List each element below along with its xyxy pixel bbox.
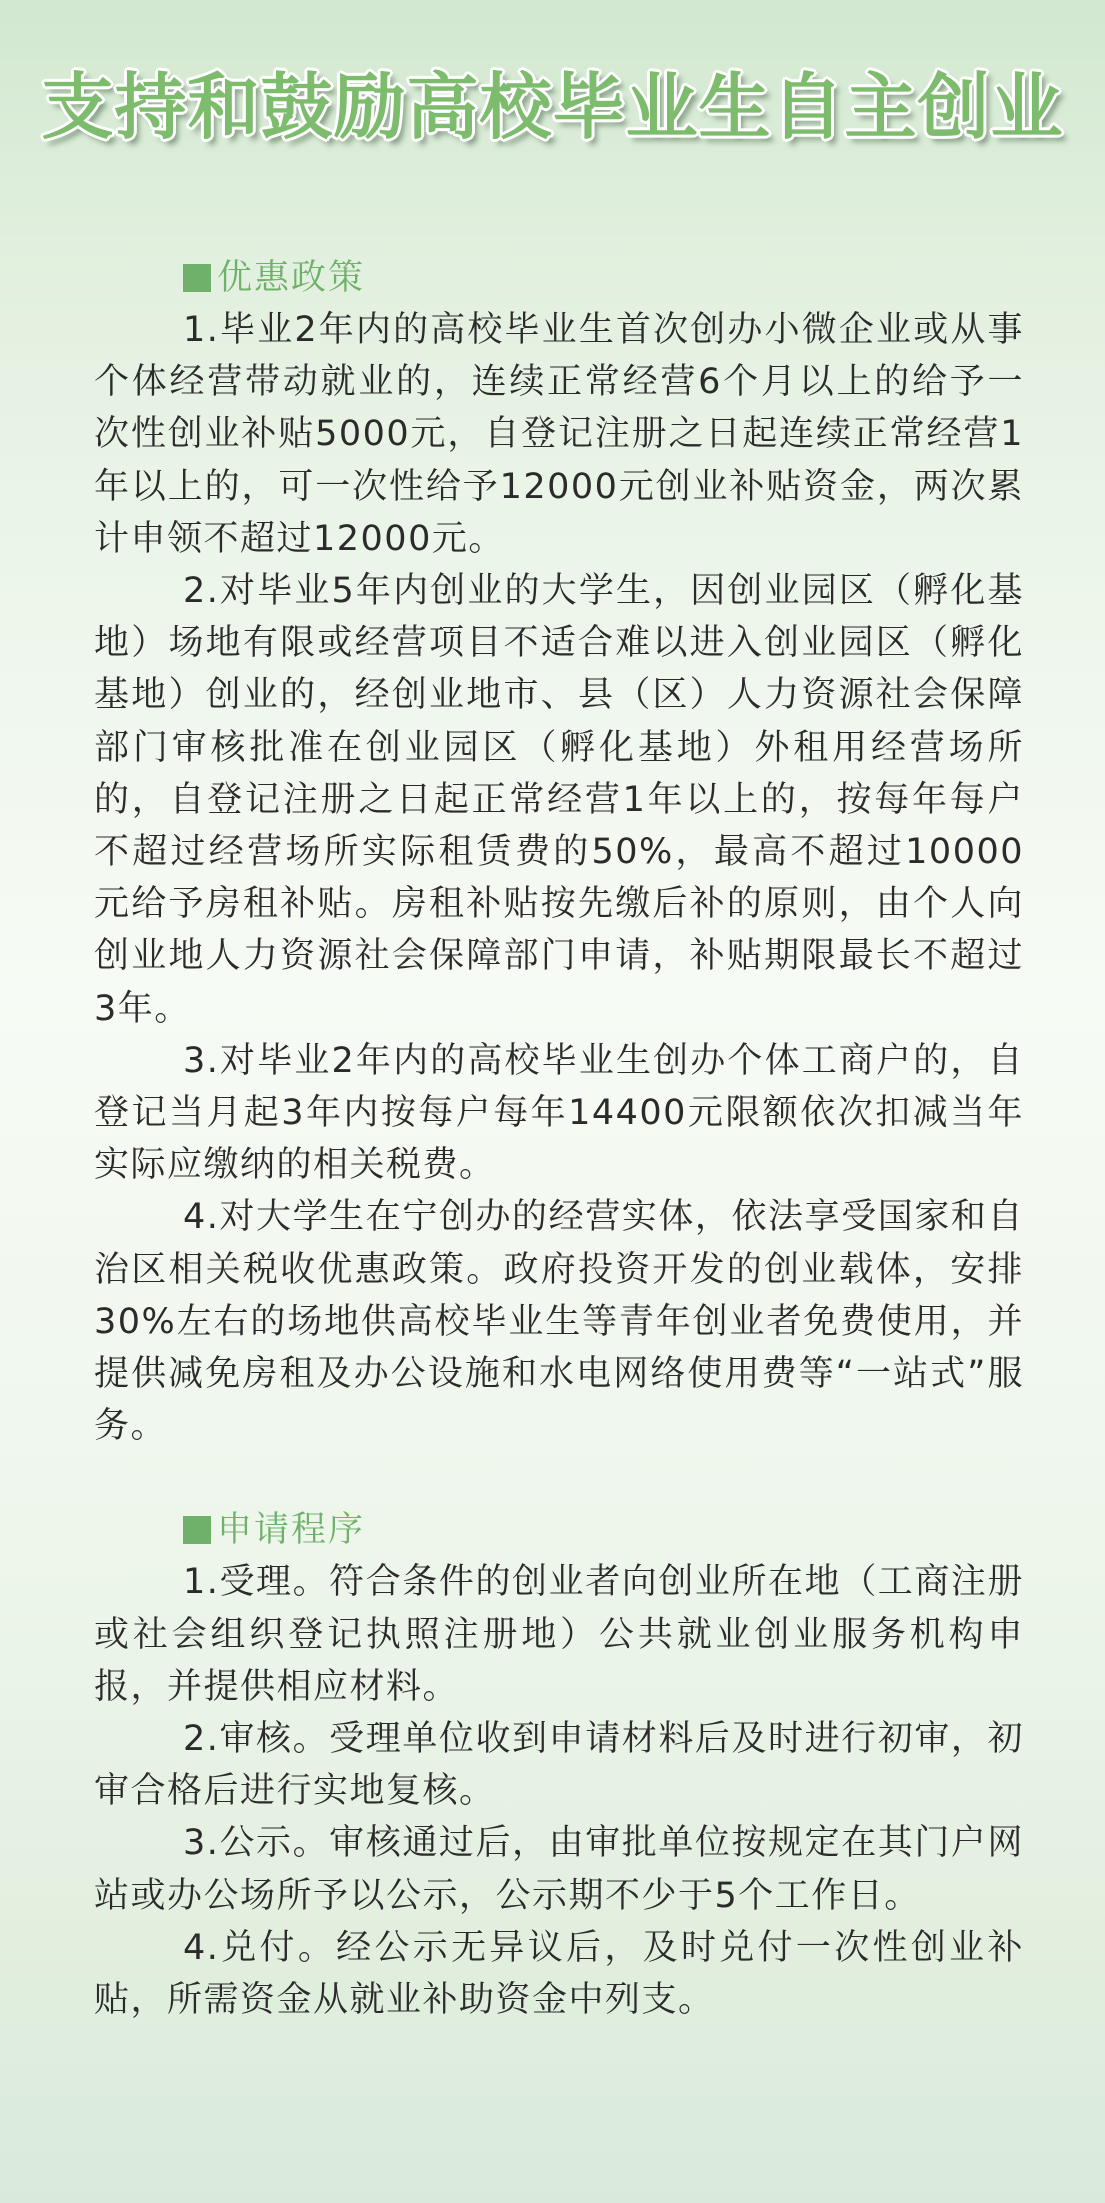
policy-item-4: 4.对大学生在宁创办的经营实体，依法享受国家和自治区相关税收优惠政策。政府投资开发的创业载体，安排30%左右的场地供高校毕业生等青年创业者免费使用，并提供减免房租及办公设施和水电网络使用费等“一站式”服务。 [94, 1197, 1024, 1447]
procedure-step-4: 4.兑付。经公示无异议后，及时兑付一次性创业补贴，所需资金从就业补助资金中列支。 [94, 1927, 1024, 2021]
section-heading [94, 252, 1024, 304]
procedure-step-3: 3.公示。审核通过后，由审批单位按规定在其门户网站或办公场所予以公示，公示期不少于5个工作日。 [94, 1823, 1024, 1916]
section-preferential-policies [94, 252, 1024, 1452]
procedure-step-1: 1.受理。符合条件的创业者向创业所在地（工商注册或社会组织登记执照注册地）公共就业创业服务机构申报，并提供相应材料。 [94, 1562, 1024, 1707]
poster-title: 支持和鼓励高校毕业生自主创业 [41, 65, 1064, 149]
procedure-step-2: 2.审核。受理单位收到申请材料后及时进行初审，初审合格后进行实地复核。 [94, 1719, 1024, 1812]
section-heading-text: 优惠政策 [217, 257, 366, 298]
section-heading [94, 1504, 1024, 1556]
poster-body [94, 252, 1024, 2026]
section-heading-text: 申请程序 [217, 1510, 366, 1551]
policy-item-3: 3.对毕业2年内的高校毕业生创办个体工商户的，自登记当月起3年内按每户每年14400元限额依次扣减当年实际应缴纳的相关税费。 [94, 1040, 1024, 1186]
policy-item-2: 2.对毕业5年内创业的大学生，因创业园区（孵化基地）场地有限或经营项目不适合难以进入创业园区（孵化基地）创业的，经创业地市、县（区）人力资源社会保障部门审核批准在创业园区（孵化基地）外租用经营场所的，自登记注册之日起正常经营1年以上的，按每年每户不超过经营场所实际租赁费的50%，最高不超过10000元给予房租补贴。房租补贴按先缴后补的原则，由个人向创业地人力资源社会保障部门申请，补贴期限最长不超过3年。 [94, 571, 1024, 1029]
section-spacer [94, 1452, 1024, 1504]
square-bullet-icon [183, 264, 211, 292]
section-application-procedure [94, 1504, 1024, 2026]
square-bullet-icon [183, 1516, 211, 1544]
policy-item-1: 1.毕业2年内的高校毕业生首次创办小微企业或从事个体经营带动就业的，连续正常经营6个月以上的给予一次性创业补贴5000元，自登记注册之日起连续正常经营1年以上的，可一次性给予12000元创业补贴资金，两次累计申领不超过12000元。 [94, 310, 1024, 559]
